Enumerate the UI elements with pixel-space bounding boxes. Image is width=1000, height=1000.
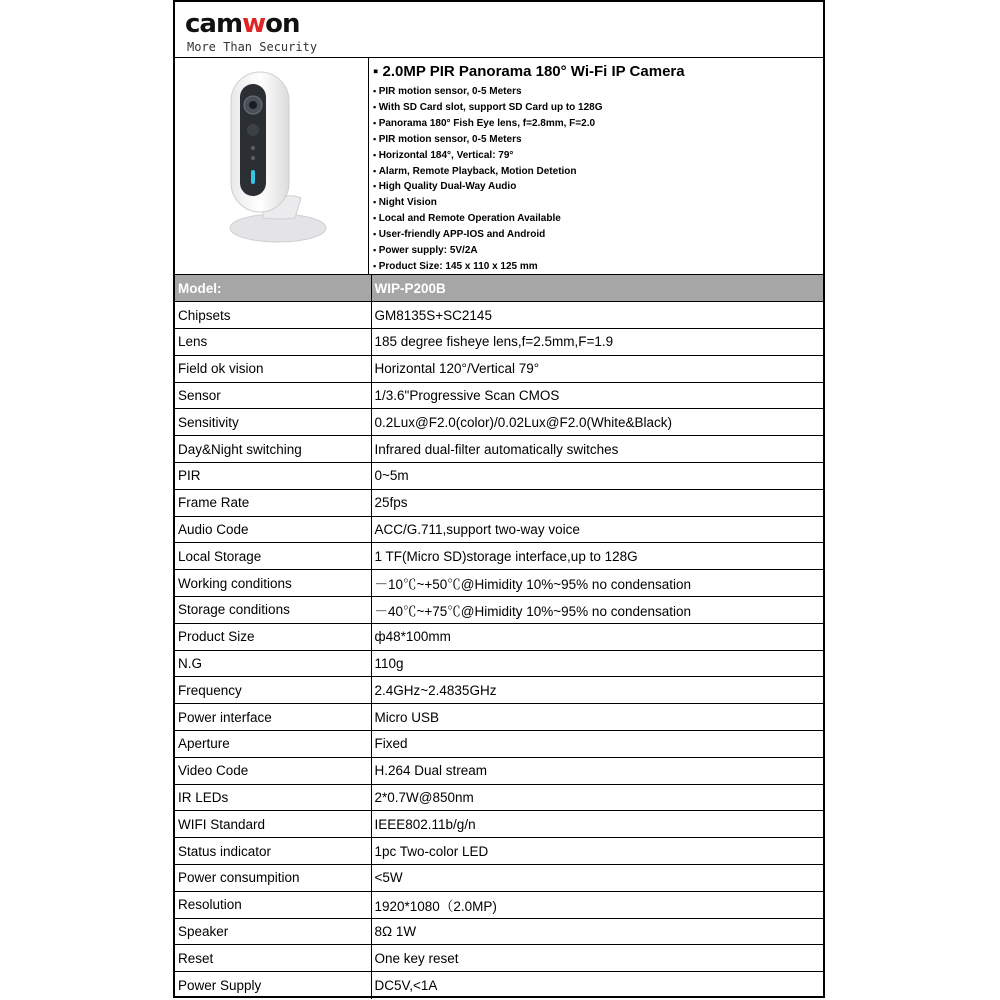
- spec-row: [175, 409, 823, 436]
- feature-item: ▪ Panorama 180° Fish Eye lens, f=2.8mm, F=2.0: [373, 116, 823, 132]
- feature-item: ▪ User-friendly APP-IOS and Android: [373, 227, 823, 243]
- spec-value: 1pc Two-color LED: [371, 838, 823, 865]
- spec-value: 2*0.7W@850nm: [371, 784, 823, 811]
- spec-row: [175, 382, 823, 409]
- spec-value: 2.4GHz~2.4835GHz: [371, 677, 823, 704]
- spec-row: [175, 623, 823, 650]
- feature-item: ▪ With SD Card slot, support SD Card up to 128G: [373, 100, 823, 116]
- feature-item: ▪ Night Vision: [373, 195, 823, 211]
- spec-row: [175, 650, 823, 677]
- spec-label: Video Code: [175, 757, 371, 784]
- spec-row: [175, 543, 823, 570]
- spec-label: Sensitivity: [175, 409, 371, 436]
- spec-row: [175, 865, 823, 892]
- product-description: [373, 62, 823, 275]
- spec-value: IEEE802.11b/g/n: [371, 811, 823, 838]
- spec-row: [175, 757, 823, 784]
- spec-value: 1 TF(Micro SD)storage interface,up to 128G: [371, 543, 823, 570]
- spec-value: 110g: [371, 650, 823, 677]
- spec-value: 0.2Lux@F2.0(color)/0.02Lux@F2.0(White&Black): [371, 409, 823, 436]
- brand-tagline: More Than Security: [187, 40, 318, 54]
- model-value: WIP-P200B: [371, 275, 823, 302]
- spec-label: Resolution: [175, 891, 371, 918]
- spec-row: [175, 677, 823, 704]
- spec-label: Power Supply: [175, 972, 371, 999]
- product-image-cell: [175, 58, 369, 274]
- feature-item: ▪ Product Size: 145 x 110 x 125 mm: [373, 259, 823, 275]
- feature-item: ▪ Alarm, Remote Playback, Motion Detetion: [373, 164, 823, 180]
- spec-value: 0~5m: [371, 463, 823, 490]
- spec-value: <5W: [371, 865, 823, 892]
- product-overview: [175, 58, 823, 275]
- feature-item: ▪ Local and Remote Operation Available: [373, 211, 823, 227]
- model-label: Model:: [175, 275, 371, 302]
- feature-item: ▪ Power supply: 5V/2A: [373, 243, 823, 259]
- spec-label: Aperture: [175, 731, 371, 758]
- feature-list: [373, 84, 823, 275]
- model-row: [175, 275, 823, 302]
- spec-value: 1920*1080（2.0MP): [371, 891, 823, 918]
- spec-label: Frame Rate: [175, 489, 371, 516]
- spec-label: Local Storage: [175, 543, 371, 570]
- spec-value: Infrared dual-filter automatically switches: [371, 436, 823, 463]
- spec-label: Frequency: [175, 677, 371, 704]
- spec-value: 8Ω 1W: [371, 918, 823, 945]
- light-sensor-shape: [251, 156, 255, 160]
- spec-row: [175, 704, 823, 731]
- spec-label: Lens: [175, 329, 371, 356]
- spec-row: [175, 570, 823, 597]
- spec-value: GM8135S+SC2145: [371, 302, 823, 329]
- lens-center-shape: [249, 101, 257, 109]
- spec-row: [175, 302, 823, 329]
- spec-row: [175, 838, 823, 865]
- spec-row: [175, 784, 823, 811]
- spec-label: Product Size: [175, 623, 371, 650]
- product-title: ▪ 2.0MP PIR Panorama 180° Wi-Fi IP Camera: [373, 63, 685, 80]
- spec-label: Status indicator: [175, 838, 371, 865]
- spec-row: [175, 436, 823, 463]
- spec-label: Chipsets: [175, 302, 371, 329]
- spec-row: [175, 329, 823, 356]
- spec-value: ACC/G.711,support two-way voice: [371, 516, 823, 543]
- spec-label: Power consumpition: [175, 865, 371, 892]
- spec-row: [175, 891, 823, 918]
- spec-label: Speaker: [175, 918, 371, 945]
- spec-row: [175, 597, 823, 624]
- spec-label: Power interface: [175, 704, 371, 731]
- mic-dot-shape: [251, 146, 255, 150]
- spec-label: Storage conditions: [175, 597, 371, 624]
- spec-value: DC5V,<1A: [374, 977, 438, 993]
- feature-item: ▪ Horizontal 184°, Vertical: 79°: [373, 148, 823, 164]
- logo-accent: w: [242, 9, 266, 39]
- spec-row: [175, 811, 823, 838]
- spec-label: IR LEDs: [175, 784, 371, 811]
- spec-value: ф48*100mm: [371, 623, 823, 650]
- pir-sensor-shape: [247, 124, 259, 136]
- logo-prefix: cam: [185, 9, 243, 39]
- spec-row: [175, 972, 823, 999]
- spec-value: －40℃~+75℃@Himidity 10%~95% no condensation: [371, 597, 823, 624]
- spec-value: One key reset: [371, 945, 823, 972]
- spec-table: [175, 275, 823, 999]
- spec-label: Working conditions: [175, 570, 371, 597]
- spec-value: －10℃~+50℃@Himidity 10%~95% no condensation: [371, 570, 823, 597]
- spec-label: Field ok vision: [175, 355, 371, 382]
- spec-value: Horizontal 120°/Vertical 79°: [371, 355, 823, 382]
- spec-value: H.264 Dual stream: [371, 757, 823, 784]
- camera-product-image: [223, 70, 333, 245]
- spec-label: Audio Code: [175, 516, 371, 543]
- spec-value: Fixed: [371, 731, 823, 758]
- spec-row: [175, 355, 823, 382]
- brand-logo: [185, 10, 299, 38]
- logo-header: [175, 0, 823, 58]
- spec-label: PIR: [175, 463, 371, 490]
- spec-value: 1/3.6"Progressive Scan CMOS: [371, 382, 823, 409]
- spec-label: WIFI Standard: [175, 811, 371, 838]
- spec-label: Day&Night switching: [175, 436, 371, 463]
- spec-value: 185 degree fisheye lens,f=2.5mm,F=1.9: [371, 329, 823, 356]
- logo-suffix: on: [265, 9, 300, 39]
- spec-label: N.G: [175, 650, 371, 677]
- status-led-shape: [251, 170, 255, 184]
- spec-row: [175, 918, 823, 945]
- spec-sheet: [173, 0, 825, 998]
- spec-row: [175, 489, 823, 516]
- spec-value: Micro USB: [371, 704, 823, 731]
- spec-label: Sensor: [175, 382, 371, 409]
- feature-item: ▪ High Quality Dual-Way Audio: [373, 179, 823, 195]
- feature-item: ▪ PIR motion sensor, 0-5 Meters: [373, 132, 823, 148]
- spec-row: [175, 463, 823, 490]
- feature-item: ▪ PIR motion sensor, 0-5 Meters: [373, 84, 823, 100]
- spec-row: [175, 945, 823, 972]
- spec-row: [175, 516, 823, 543]
- spec-value: 25fps: [371, 489, 823, 516]
- spec-label: Reset: [175, 945, 371, 972]
- spec-row: [175, 731, 823, 758]
